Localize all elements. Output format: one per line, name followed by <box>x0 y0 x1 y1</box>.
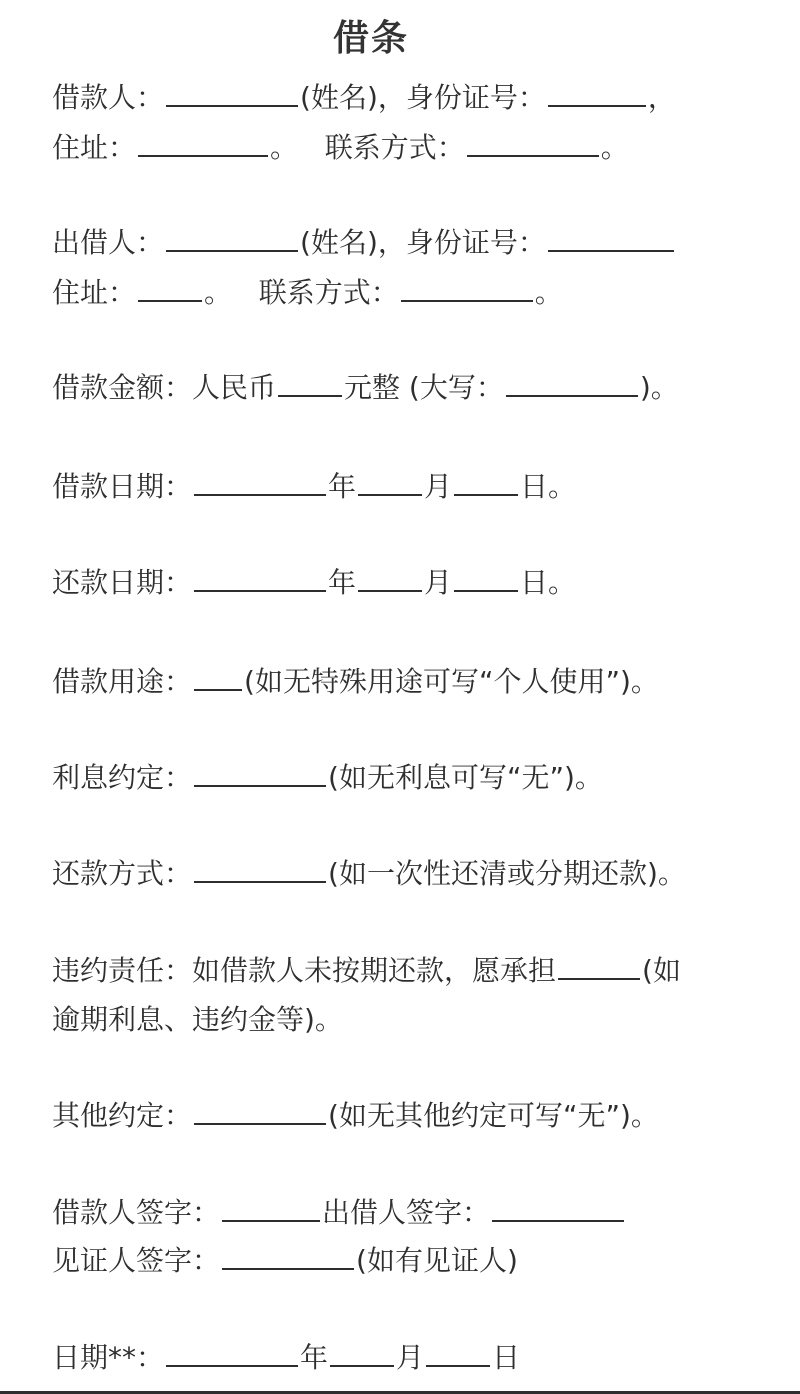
repay-method-blank[interactable] <box>194 855 326 883</box>
liability-hint-end: 逾期利息、违约金等)。 <box>52 1003 343 1036</box>
repay-date-line <box>52 563 760 603</box>
borrower-line-1 <box>52 78 760 118</box>
signature-line-2 <box>52 1241 760 1281</box>
final-year-label: 年 <box>300 1341 329 1374</box>
lender-id-label: 身份证号： <box>405 226 546 259</box>
borrower-line-2 <box>52 128 760 168</box>
final-day-label: 日 <box>492 1341 521 1374</box>
borrow-month-label: 月 <box>424 470 453 503</box>
borrower-name-hint: (姓名)， <box>300 81 406 114</box>
borrower-contact-blank[interactable] <box>467 129 599 157</box>
liability-line-2 <box>52 1000 760 1040</box>
borrow-date-line <box>52 467 760 507</box>
borrower-contact-end: 。 <box>600 131 629 164</box>
interest-hint: (如无利息可写“无”)。 <box>328 761 603 794</box>
final-date-label: 日期**： <box>52 1341 165 1374</box>
interest-line <box>52 758 760 798</box>
borrow-date-label: 借款日期： <box>52 470 193 503</box>
liability-hint-start: (如 <box>642 954 681 987</box>
lender-address-blank[interactable] <box>138 274 202 302</box>
lender-signature-label: 出借人签字： <box>322 1196 491 1229</box>
amount-number-blank[interactable] <box>278 369 342 397</box>
repay-month-label: 月 <box>424 566 453 599</box>
borrower-address-end: 。 <box>270 131 299 164</box>
borrow-month-blank[interactable] <box>358 468 422 496</box>
repay-year-label: 年 <box>328 566 357 599</box>
borrow-day-blank[interactable] <box>454 468 518 496</box>
liability-line-1 <box>52 951 760 991</box>
other-line <box>52 1096 760 1136</box>
lender-address-label: 住址： <box>52 276 137 309</box>
interest-blank[interactable] <box>194 759 326 787</box>
borrower-address-blank[interactable] <box>138 129 268 157</box>
amount-uppercase-blank[interactable] <box>506 369 638 397</box>
final-year-blank[interactable] <box>166 1339 298 1367</box>
liability-blank[interactable] <box>558 952 640 980</box>
borrower-address-label: 住址： <box>52 131 137 164</box>
borrower-signature-blank[interactable] <box>222 1194 320 1222</box>
amount-unit: 元整 (大写： <box>344 371 504 404</box>
borrower-id-blank[interactable] <box>548 79 646 107</box>
witness-hint: (如有见证人) <box>356 1244 518 1277</box>
borrower-label: 借款人： <box>52 81 165 114</box>
lender-line-1 <box>52 223 760 263</box>
lender-name-hint: (姓名)， <box>300 226 406 259</box>
borrower-name-blank[interactable] <box>166 79 298 107</box>
final-date-line <box>52 1338 760 1378</box>
other-blank[interactable] <box>194 1097 326 1125</box>
lender-label: 出借人： <box>52 226 165 259</box>
repay-date-label: 还款日期： <box>52 566 193 599</box>
witness-signature-label: 见证人签字： <box>52 1244 221 1277</box>
repay-method-line <box>52 854 760 894</box>
lender-line-2 <box>52 273 760 313</box>
final-month-blank[interactable] <box>330 1339 394 1367</box>
liability-text: 违约责任：如借款人未按期还款，愿承担 <box>52 954 557 987</box>
amount-currency: 人民币 <box>192 371 277 404</box>
borrower-id-label: 身份证号： <box>405 81 546 114</box>
amount-line <box>52 368 760 408</box>
borrower-signature-label: 借款人签字： <box>52 1196 221 1229</box>
final-month-label: 月 <box>396 1341 425 1374</box>
borrow-day-label: 日。 <box>520 470 577 503</box>
repay-day-label: 日。 <box>520 566 577 599</box>
amount-end: )。 <box>639 371 679 404</box>
other-label: 其他约定： <box>52 1099 193 1132</box>
lender-name-blank[interactable] <box>166 224 298 252</box>
lender-signature-blank[interactable] <box>492 1194 624 1222</box>
borrower-id-end: ， <box>647 81 676 114</box>
purpose-blank[interactable] <box>194 663 242 691</box>
interest-label: 利息约定： <box>52 761 193 794</box>
repay-method-hint: (如一次性还清或分期还款)。 <box>328 857 686 890</box>
repay-method-label: 还款方式： <box>52 857 193 890</box>
amount-label: 借款金额： <box>52 371 193 404</box>
borrow-year-blank[interactable] <box>194 468 326 496</box>
other-hint: (如无其他约定可写“无”)。 <box>328 1099 659 1132</box>
signature-line-1 <box>52 1193 760 1233</box>
repay-day-blank[interactable] <box>454 564 518 592</box>
lender-address-end: 。 <box>204 276 233 309</box>
lender-contact-blank[interactable] <box>401 274 533 302</box>
repay-year-blank[interactable] <box>194 564 326 592</box>
purpose-label: 借款用途： <box>52 665 193 698</box>
borrow-year-label: 年 <box>328 470 357 503</box>
lender-id-blank[interactable] <box>548 224 674 252</box>
final-day-blank[interactable] <box>426 1339 490 1367</box>
document-title: 借条 <box>332 18 409 59</box>
lender-contact-end: 。 <box>534 276 563 309</box>
lender-contact-label: 联系方式： <box>258 276 399 309</box>
purpose-line <box>52 662 760 702</box>
witness-signature-blank[interactable] <box>222 1242 354 1270</box>
purpose-hint: (如无特殊用途可写“个人使用”)。 <box>244 665 659 698</box>
repay-month-blank[interactable] <box>358 564 422 592</box>
borrower-contact-label: 联系方式： <box>324 131 465 164</box>
